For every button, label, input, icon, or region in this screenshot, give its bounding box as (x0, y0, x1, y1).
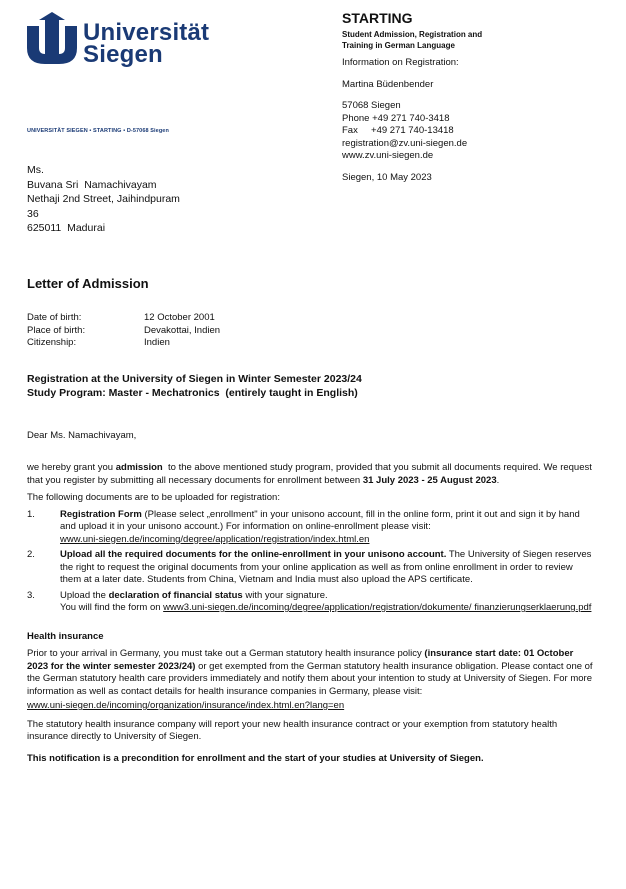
list-item (27, 590, 595, 615)
admission-bold: admission (115, 462, 163, 473)
subject (27, 372, 362, 400)
item-text: (Please select „enrollment" in your unisono account, fill in the online form, print it out and sign it by hand and upload it in your unisono account.) For information on online-enrollment please visit: (60, 508, 580, 532)
info-label: Information on Registration: (342, 57, 459, 68)
final-notice: This notification is a precondition for enrollment and the start of your studies at University of Siegen. (27, 752, 484, 764)
university-logo-icon (27, 12, 77, 64)
contact-web[interactable]: www.zv.uni-siegen.de (342, 150, 434, 161)
item-number: 1. (27, 508, 35, 520)
recipient-salutation: Ms. (27, 164, 44, 176)
item-bold: Upload all the required documents for the online-enrollment in your unisono account. (60, 549, 447, 560)
contact-city: 57068 Siegen (342, 100, 401, 111)
subject-line-2: Study Program: Master - Mechatronics (entirely taught in English) (27, 387, 358, 399)
pob-label: Place of birth: (27, 324, 86, 336)
header-subtitle-1: Student Admission, Registration and (342, 30, 483, 39)
item-bold: Registration Form (60, 508, 142, 520)
document-list (27, 509, 595, 615)
insurance-start-bold: (insurance start date: 01 October 2023 for the winter semester 2023/24) (27, 648, 574, 672)
contact-name: Martina Büdenbender (342, 78, 434, 90)
intro-text-3: . (496, 474, 500, 486)
citizenship-label: Citizenship: (27, 337, 77, 348)
registration-link[interactable]: www.uni-siegen.de/incoming/degree/application/registration/index.html.en (60, 533, 370, 545)
recipient-city: 625011 Madurai (27, 222, 106, 234)
dob-label: Date of birth: (27, 312, 82, 323)
intro-paragraph (27, 462, 595, 487)
docs-intro: The following documents are to be uploaded for registration: (27, 492, 280, 503)
greeting: Dear Ms. Namachivayam, (27, 430, 137, 441)
contact-phone: Phone +49 271 740-3418 (342, 112, 450, 124)
personal-row (27, 325, 220, 338)
item-bold: declaration of financial status (108, 589, 243, 601)
intro-text-2: to the above mentioned study program, provided that you submit all documents required. We request that you register by submitting all necessary documents for enrollment between (27, 462, 595, 486)
header-block (342, 10, 612, 184)
personal-row (27, 312, 220, 325)
recipient-name: Buvana Sri Namachivayam (27, 178, 157, 191)
citizenship-value: Indien (144, 337, 170, 348)
logo-line-1: Universität (83, 19, 210, 46)
recipient-number: 36 (27, 207, 39, 220)
health-paragraph (27, 648, 595, 698)
item-number: 2. (27, 549, 35, 560)
header-subtitle-2: Training in German Language (342, 41, 455, 50)
letter-body (27, 462, 595, 765)
health-text-2: or get exempted from the German statutory health insurance obligation. Please contact one of the German statutory health care providers immediately and notify them about your intention to study at University of Siegen. For more information as well as contact details for health insurance companies in Germany, please visit: (27, 660, 593, 697)
list-item (27, 549, 595, 587)
insurance-link[interactable]: www.uni-siegen.de/incoming/organization/insurance/index.html.en?lang=en (27, 700, 345, 711)
sender-line: UNIVERSITÄT SIEGEN • STARTING • D-57068 Siegen (27, 128, 169, 134)
health-heading: Health insurance (27, 630, 104, 642)
header-title: STARTING (342, 10, 413, 26)
contact-fax: Fax +49 271 740-13418 (342, 125, 454, 136)
recipient-address (27, 163, 180, 236)
enrollment-period: 31 July 2023 - 25 August 2023 (362, 474, 497, 486)
letter-title: Letter of Admission (27, 276, 149, 291)
dob-value: 12 October 2001 (144, 312, 215, 323)
health-text-1: Prior to your arrival in Germany, you must take out a German statutory health insurance policy (27, 648, 425, 659)
logo-line-2: Siegen (83, 41, 163, 68)
recipient-street: Nethaji 2nd Street, Jaihindpuram (27, 193, 180, 205)
personal-row (27, 337, 220, 350)
item-line-2: You will find the form on (60, 602, 164, 613)
item-text: The University of Siegen reserves the right to request the original documents from your online application as well as from online enrollment in order to review them at a later date. Students from China, Vietnam and India must also upload the APS certificate. (60, 549, 592, 585)
pob-value: Devakottai, Indien (144, 324, 221, 336)
intro-text-1: we hereby grant you (27, 462, 116, 473)
item-text: with your signature. (242, 589, 328, 601)
list-item (27, 509, 595, 547)
personal-data (27, 312, 220, 350)
item-pre: Upload the (60, 589, 109, 601)
contact-email[interactable]: registration@zv.uni-siegen.de (342, 137, 468, 149)
health-paragraph-2: The statutory health insurance company will report your new health insurance contract or your exemption from statutory health insurance directly to University of Siegen. (27, 718, 558, 742)
financial-form-link[interactable]: www3.uni-siegen.de/incoming/degree/application/registration/dokumente/ finanzierungserklaerung.pdf (163, 602, 592, 613)
letter-date: Siegen, 10 May 2023 (342, 171, 432, 183)
item-number: 3. (27, 589, 35, 601)
subject-line-1: Registration at the University of Siegen in Winter Semester 2023/24 (27, 373, 362, 385)
